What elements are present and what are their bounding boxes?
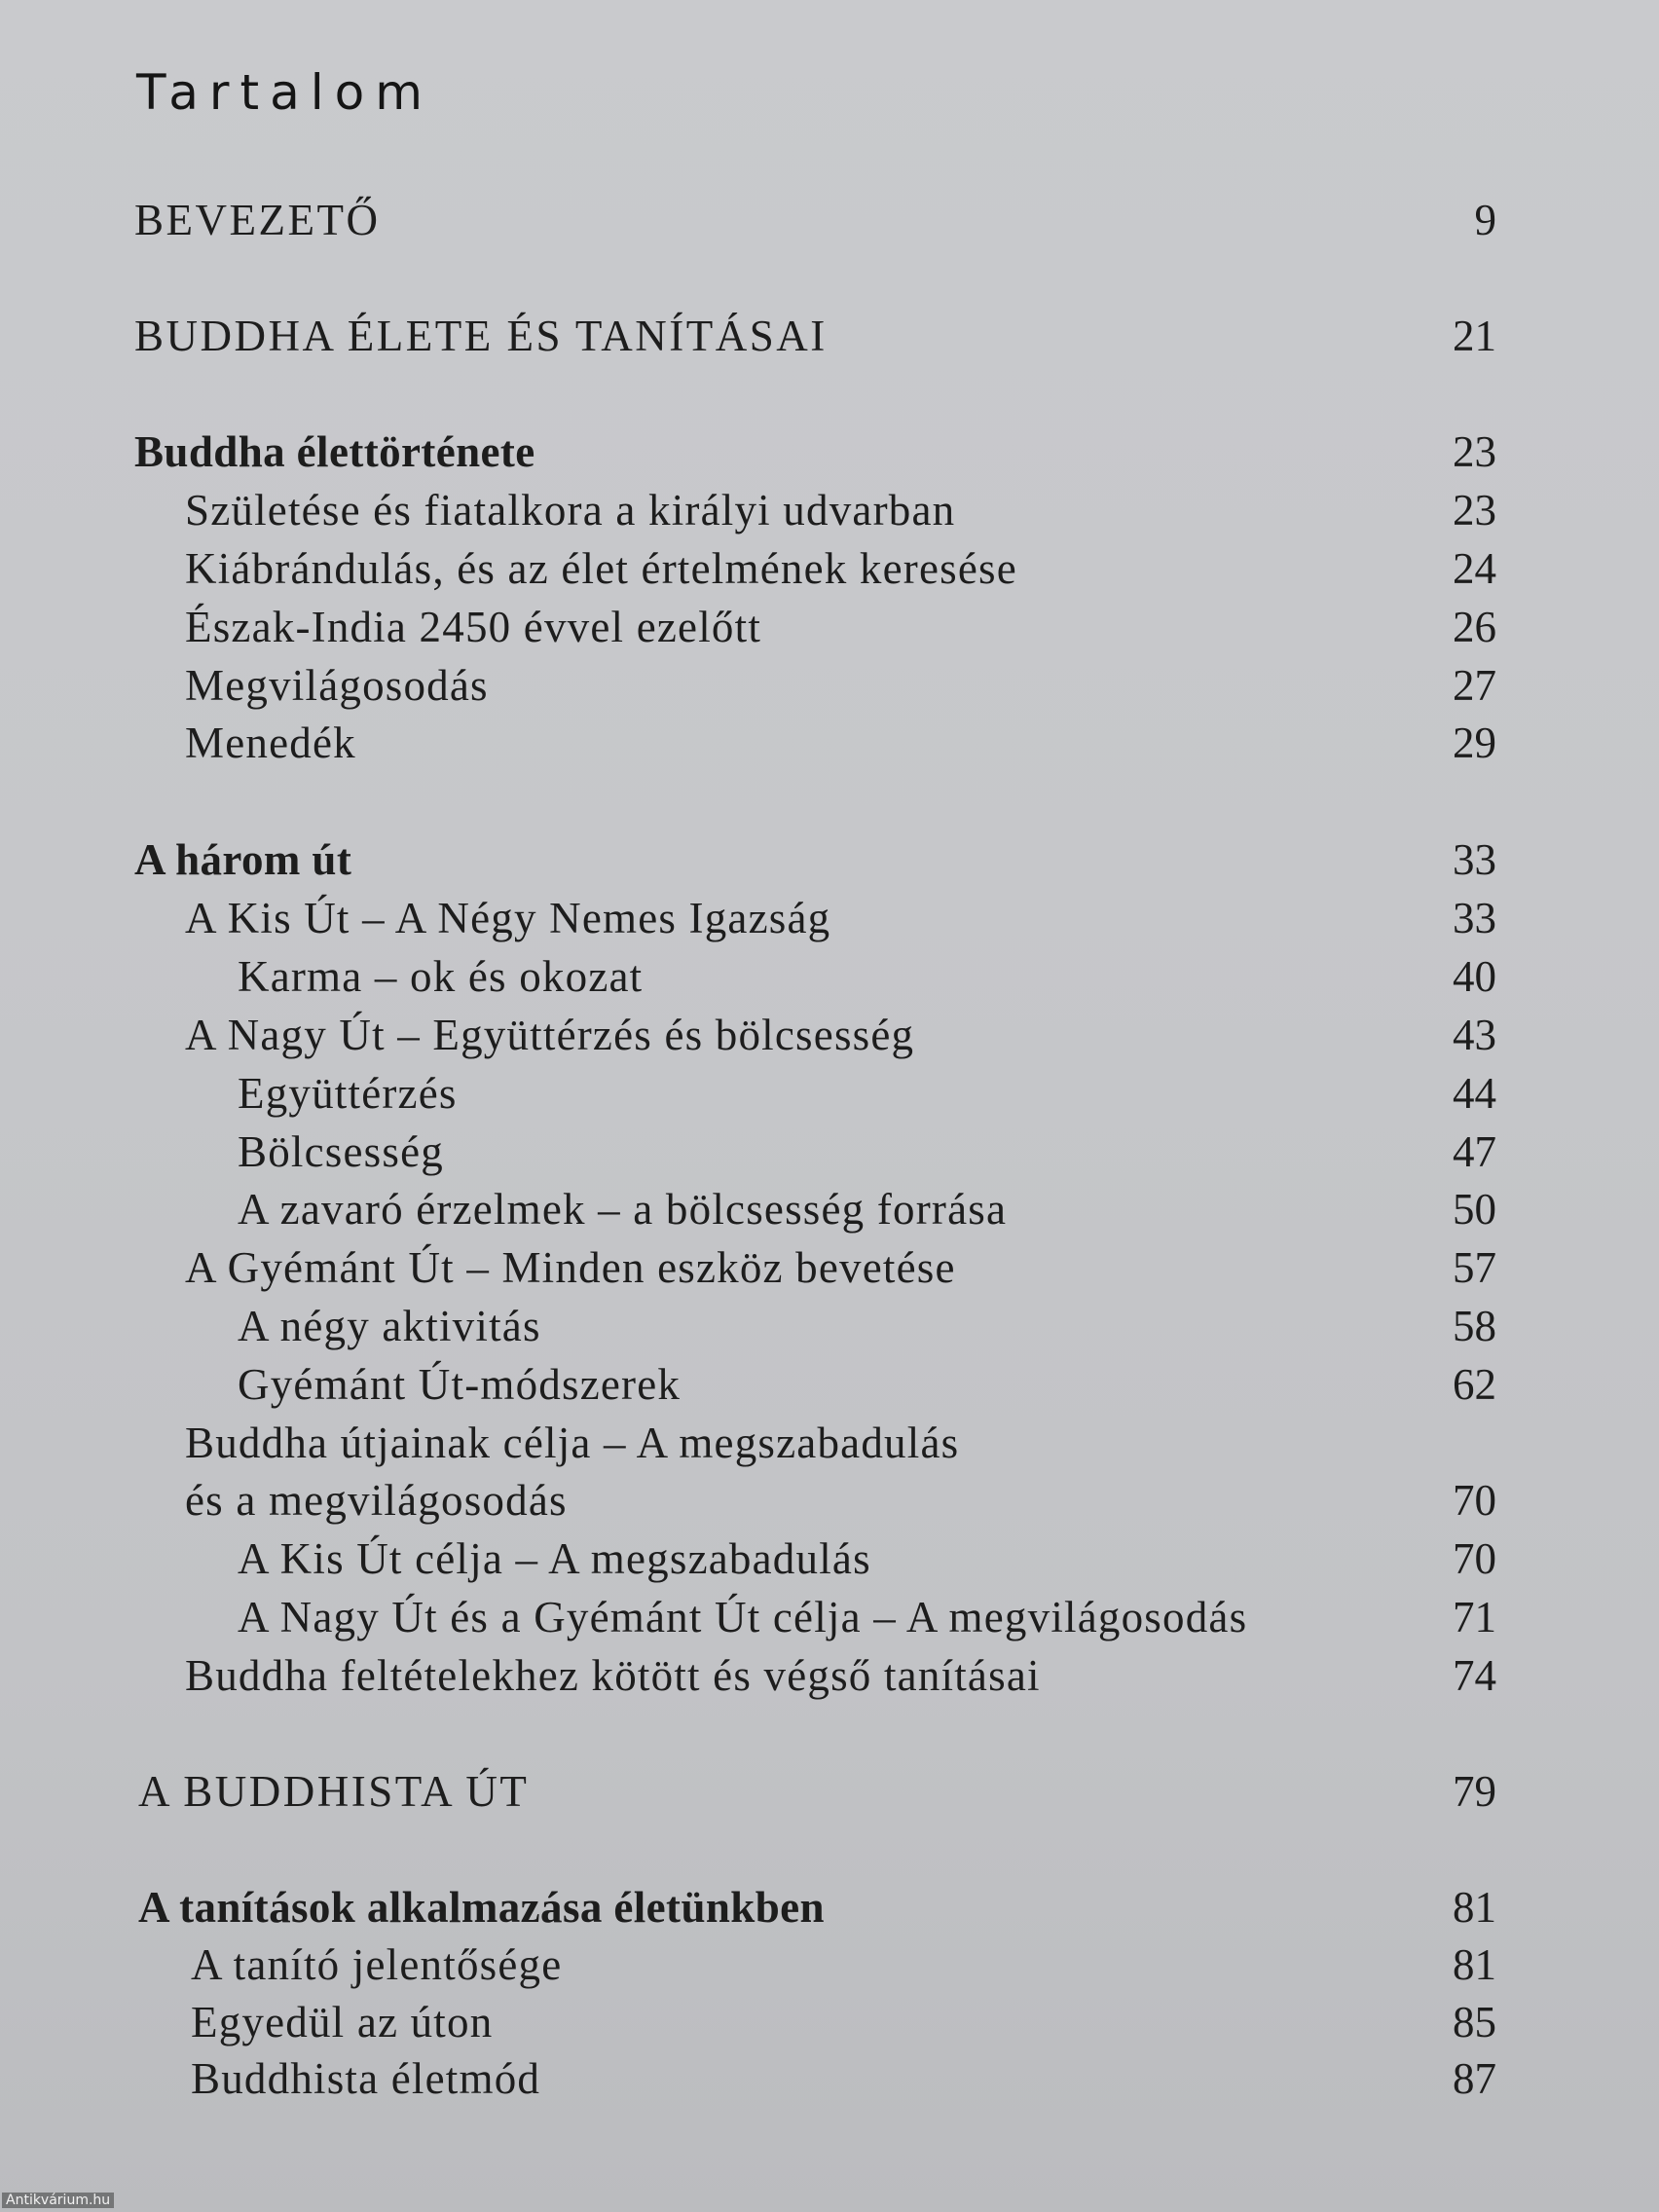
toc-entry-title: Születése és fiatalkora a királyi udvarban: [185, 486, 956, 535]
toc-entry-part: [0, 307, 1659, 365]
toc-entry-title: Észak-India 2450 évvel ezelőtt: [185, 603, 762, 651]
page-title: Tartalom: [136, 64, 433, 121]
toc-entry-page: 9: [1474, 196, 1496, 244]
toc-entry-title: A Nagy Út – Együttérzés és bölcsesség: [185, 1011, 915, 1059]
toc-entry-part: [0, 1762, 1659, 1821]
toc-entry-section: [0, 656, 1659, 715]
toc-entry-page: 87: [1453, 2054, 1496, 2103]
toc-entry-section: [0, 1238, 1659, 1297]
toc-entry-subsection: [0, 1297, 1659, 1355]
toc-entry-title: Buddha élettörténete: [134, 427, 535, 476]
toc-entry-page: 27: [1453, 661, 1496, 710]
toc-entry-chapter: [0, 830, 1659, 889]
toc-entry-title: Buddha útjainak célja – A megszabadulás: [185, 1419, 960, 1467]
toc-entry-title: A Nagy Út és a Gyémánt Út célja – A megvilágosodás: [238, 1593, 1248, 1641]
toc-entry-title: A BUDDHISTA ÚT: [138, 1767, 530, 1816]
toc-entry-page: 43: [1453, 1011, 1496, 1059]
toc-entry-chapter: [0, 423, 1659, 481]
toc-entry-title: A zavaró érzelmek – a bölcsesség forrása: [238, 1185, 1008, 1234]
toc-entry-page: 81: [1453, 1883, 1496, 1932]
toc-entry-page: 70: [1453, 1534, 1496, 1583]
toc-entry-title: Egyedül az úton: [191, 1998, 494, 2046]
toc-entry-page: 58: [1453, 1302, 1496, 1350]
toc-entry-title: Kiábrándulás, és az élet értelmének keresése: [185, 544, 1017, 593]
toc-entry-title: A Kis Út – A Négy Nemes Igazság: [185, 894, 831, 942]
toc-entry-section: [0, 1646, 1659, 1705]
toc-entry-title: Menedék: [185, 719, 356, 767]
toc-entry-subsection: [0, 1123, 1659, 1181]
toc-entry-page: 29: [1453, 719, 1496, 767]
toc-entry-page: 71: [1453, 1593, 1496, 1641]
toc-entry-title: A Kis Út célja – A megszabadulás: [238, 1534, 871, 1583]
toc-entry-chapter: [0, 1878, 1659, 1936]
toc-entry-title: A három út: [134, 835, 352, 884]
watermark: Antikvárium.hu: [2, 2193, 114, 2208]
toc-entry-section: [0, 1471, 1659, 1530]
toc-entry-page: 62: [1453, 1360, 1496, 1409]
toc-entry-section: [0, 539, 1659, 598]
toc-entry-page: 50: [1453, 1185, 1496, 1234]
toc-entry-title: Bölcsesség: [238, 1127, 444, 1176]
toc-entry-part: [0, 191, 1659, 249]
toc-entry-section: [0, 2049, 1659, 2108]
toc-entry-section: [0, 598, 1659, 656]
toc-entry-page: 23: [1453, 427, 1496, 476]
toc-entry-page: 81: [1453, 1940, 1496, 1989]
toc-entry-title: Buddhista életmód: [191, 2054, 541, 2103]
toc-entry-section: [0, 714, 1659, 772]
toc-entry-page: 40: [1453, 952, 1496, 1001]
toc-entry-title: A négy aktivitás: [238, 1302, 541, 1350]
toc-entry-page: 70: [1453, 1476, 1496, 1525]
toc-entry-title: Megvilágosodás: [185, 661, 489, 710]
toc-entry-section: [0, 1006, 1659, 1064]
toc-entry-subsection: [0, 1355, 1659, 1414]
toc-entry-page: 21: [1453, 312, 1496, 360]
toc-entry-title: Gyémánt Út-módszerek: [238, 1360, 682, 1409]
toc-entry-section: [0, 1993, 1659, 2051]
toc-entry-section: [0, 1414, 1659, 1472]
toc-entry-page: 24: [1453, 544, 1496, 593]
toc-entry-section: [0, 481, 1659, 539]
toc-entry-section: [0, 889, 1659, 947]
toc-entry-page: 26: [1453, 603, 1496, 651]
toc-entry-title: BUDDHA ÉLETE ÉS TANÍTÁSAI: [134, 312, 828, 360]
toc-entry-section: [0, 1936, 1659, 1994]
toc-entry-page: 23: [1453, 486, 1496, 535]
toc-entry-title: A tanítások alkalmazása életünkben: [138, 1883, 825, 1932]
toc-entry-page: 74: [1453, 1651, 1496, 1700]
toc-entry-page: 79: [1453, 1767, 1496, 1816]
toc-entry-subsection: [0, 1180, 1659, 1238]
toc-entry-title: Buddha feltételekhez kötött és végső tanításai: [185, 1651, 1041, 1700]
toc-entry-title: A Gyémánt Út – Minden eszköz bevetése: [185, 1243, 956, 1292]
toc-entry-title: Karma – ok és okozat: [238, 952, 644, 1001]
toc-entry-page: 33: [1453, 835, 1496, 884]
toc-entry-title: Együttérzés: [238, 1069, 458, 1118]
toc-entry-page: 85: [1453, 1998, 1496, 2046]
toc-entry-page: 44: [1453, 1069, 1496, 1118]
toc-entry-page: 33: [1453, 894, 1496, 942]
toc-entry-page: 47: [1453, 1127, 1496, 1176]
toc-entry-title: BEVEZETŐ: [134, 196, 381, 244]
toc-entry-subsection: [0, 1530, 1659, 1588]
toc-entry-title: A tanító jelentősége: [191, 1940, 563, 1989]
toc-entry-page: 57: [1453, 1243, 1496, 1292]
toc-entry-subsection: [0, 1064, 1659, 1123]
toc-entry-subsection: [0, 1588, 1659, 1646]
toc-entry-title: és a megvilágosodás: [185, 1476, 568, 1525]
toc-entry-subsection: [0, 947, 1659, 1006]
